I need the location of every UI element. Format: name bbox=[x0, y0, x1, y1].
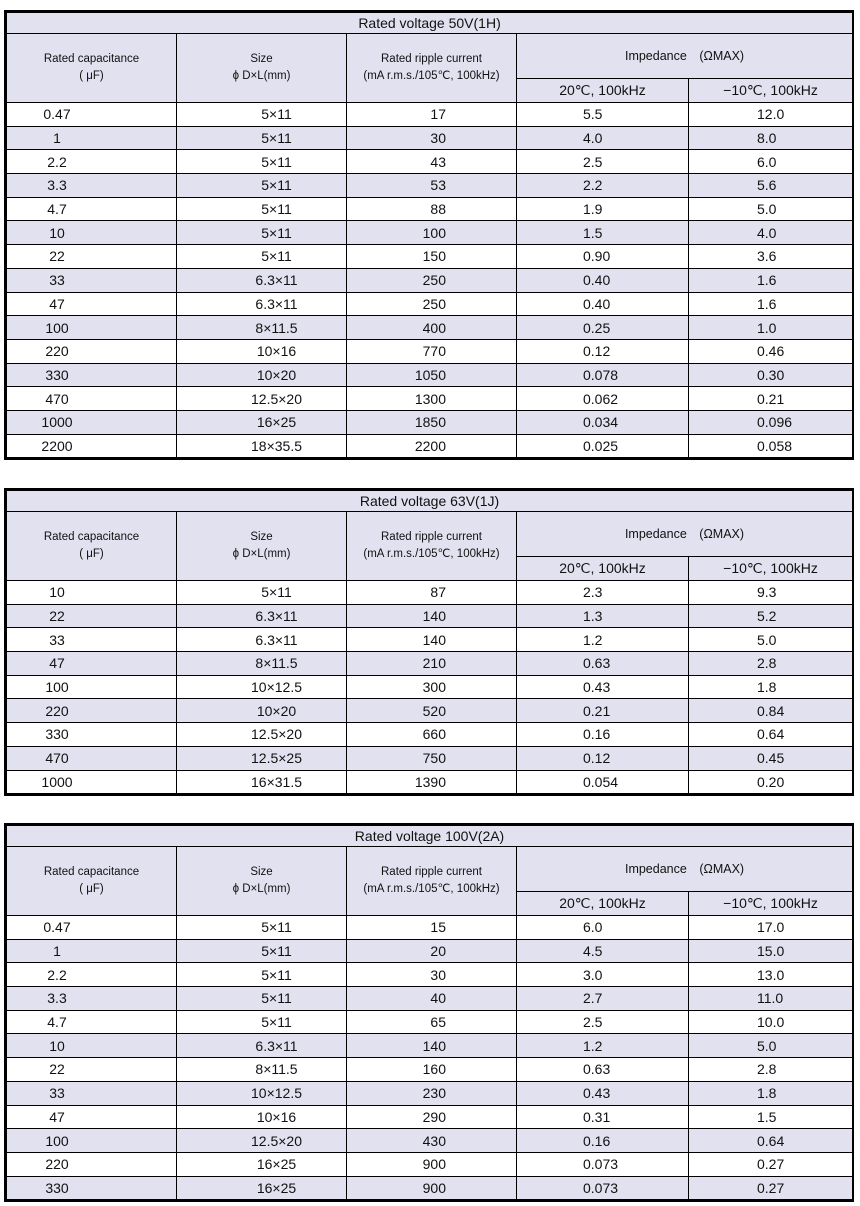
table-row bbox=[7, 939, 853, 963]
header-impedance: Impedance (ΩMAX) bbox=[517, 847, 853, 892]
cell-capacitance: 0.47 bbox=[7, 916, 177, 940]
table-row bbox=[7, 103, 853, 127]
table-title: Rated voltage 50V(1H) bbox=[7, 13, 853, 34]
cell-capacitance: 10 bbox=[7, 581, 177, 605]
header-imp-20c: 20℃, 100kHz bbox=[517, 892, 689, 916]
cell-capacitance: 33 bbox=[7, 628, 177, 652]
table-row bbox=[7, 1176, 853, 1200]
cell-ripple: 400 bbox=[347, 316, 517, 340]
table-title: Rated voltage 63V(1J) bbox=[7, 491, 853, 512]
cell-capacitance: 220 bbox=[7, 339, 177, 363]
cell-imp-minus10c: 1.6 bbox=[689, 292, 853, 316]
cell-ripple: 210 bbox=[347, 652, 517, 676]
cell-imp-minus10c: 0.27 bbox=[689, 1152, 853, 1176]
cell-imp-minus10c: 1.6 bbox=[689, 268, 853, 292]
cell-size: 10×20 bbox=[177, 363, 347, 387]
cell-size: 5×11 bbox=[177, 939, 347, 963]
cell-capacitance: 330 bbox=[7, 1176, 177, 1200]
header-imp-20c: 20℃, 100kHz bbox=[517, 557, 689, 581]
cell-capacitance: 22 bbox=[7, 604, 177, 628]
table-row bbox=[7, 363, 853, 387]
cell-imp-20c: 0.16 bbox=[517, 723, 689, 747]
cell-imp-20c: 0.073 bbox=[517, 1176, 689, 1200]
cell-size: 8×11.5 bbox=[177, 1058, 347, 1082]
cell-imp-minus10c: 0.30 bbox=[689, 363, 853, 387]
cell-size: 12.5×20 bbox=[177, 1129, 347, 1153]
cell-ripple: 750 bbox=[347, 746, 517, 770]
table-50v bbox=[4, 10, 854, 460]
cell-imp-20c: 0.63 bbox=[517, 1058, 689, 1082]
cell-ripple: 15 bbox=[347, 916, 517, 940]
cell-imp-20c: 0.63 bbox=[517, 652, 689, 676]
cell-ripple: 250 bbox=[347, 268, 517, 292]
cell-imp-20c: 0.40 bbox=[517, 268, 689, 292]
cell-imp-minus10c: 6.0 bbox=[689, 150, 853, 174]
table-row bbox=[7, 987, 853, 1011]
table-row bbox=[7, 1105, 853, 1129]
table-row bbox=[7, 581, 853, 605]
table-row bbox=[7, 770, 853, 794]
cell-size: 5×11 bbox=[177, 245, 347, 269]
table-row bbox=[7, 1010, 853, 1034]
cell-capacitance: 47 bbox=[7, 652, 177, 676]
table-row bbox=[7, 221, 853, 245]
cell-ripple: 230 bbox=[347, 1081, 517, 1105]
cell-ripple: 300 bbox=[347, 675, 517, 699]
cell-imp-minus10c: 0.096 bbox=[689, 410, 853, 434]
table-row bbox=[7, 197, 853, 221]
cell-size: 12.5×20 bbox=[177, 723, 347, 747]
cell-imp-20c: 1.3 bbox=[517, 604, 689, 628]
cell-imp-20c: 0.16 bbox=[517, 1129, 689, 1153]
cell-imp-20c: 0.43 bbox=[517, 1081, 689, 1105]
cell-capacitance: 4.7 bbox=[7, 1010, 177, 1034]
cell-size: 5×11 bbox=[177, 150, 347, 174]
cell-imp-20c: 2.2 bbox=[517, 174, 689, 198]
cell-size: 12.5×20 bbox=[177, 387, 347, 411]
cell-ripple: 100 bbox=[347, 221, 517, 245]
table-row bbox=[7, 126, 853, 150]
cell-ripple: 1850 bbox=[347, 410, 517, 434]
cell-size: 5×11 bbox=[177, 581, 347, 605]
cell-capacitance: 10 bbox=[7, 1034, 177, 1058]
cell-capacitance: 100 bbox=[7, 1129, 177, 1153]
cell-imp-20c: 3.0 bbox=[517, 963, 689, 987]
cell-capacitance: 4.7 bbox=[7, 197, 177, 221]
cell-size: 5×11 bbox=[177, 916, 347, 940]
cell-imp-20c: 0.40 bbox=[517, 292, 689, 316]
cell-imp-20c: 2.5 bbox=[517, 150, 689, 174]
cell-capacitance: 330 bbox=[7, 363, 177, 387]
cell-size: 6.3×11 bbox=[177, 628, 347, 652]
cell-imp-20c: 0.43 bbox=[517, 675, 689, 699]
header-size: Size ϕ D×L(mm) bbox=[177, 512, 347, 581]
cell-ripple: 770 bbox=[347, 339, 517, 363]
cell-ripple: 30 bbox=[347, 126, 517, 150]
cell-ripple: 53 bbox=[347, 174, 517, 198]
cell-capacitance: 220 bbox=[7, 699, 177, 723]
header-capacitance: Rated capacitance ( μF) bbox=[7, 847, 177, 916]
cell-capacitance: 2200 bbox=[7, 434, 177, 458]
cell-imp-minus10c: 5.6 bbox=[689, 174, 853, 198]
header-imp-minus10c: −10℃, 100kHz bbox=[689, 892, 853, 916]
table-row bbox=[7, 1152, 853, 1176]
cell-ripple: 65 bbox=[347, 1010, 517, 1034]
cell-imp-minus10c: 5.0 bbox=[689, 197, 853, 221]
cell-imp-20c: 1.2 bbox=[517, 1034, 689, 1058]
cell-ripple: 900 bbox=[347, 1152, 517, 1176]
cell-size: 5×11 bbox=[177, 1010, 347, 1034]
cell-size: 10×16 bbox=[177, 339, 347, 363]
cell-ripple: 1050 bbox=[347, 363, 517, 387]
table-row bbox=[7, 292, 853, 316]
cell-ripple: 1390 bbox=[347, 770, 517, 794]
cell-imp-20c: 2.7 bbox=[517, 987, 689, 1011]
cell-size: 16×25 bbox=[177, 1152, 347, 1176]
cell-capacitance: 330 bbox=[7, 723, 177, 747]
cell-capacitance: 2.2 bbox=[7, 150, 177, 174]
cell-imp-minus10c: 5.0 bbox=[689, 1034, 853, 1058]
cell-imp-minus10c: 1.8 bbox=[689, 675, 853, 699]
cell-capacitance: 10 bbox=[7, 221, 177, 245]
cell-capacitance: 470 bbox=[7, 746, 177, 770]
cell-ripple: 87 bbox=[347, 581, 517, 605]
cell-imp-minus10c: 12.0 bbox=[689, 103, 853, 127]
header-size: Size ϕ D×L(mm) bbox=[177, 34, 347, 103]
cell-capacitance: 470 bbox=[7, 387, 177, 411]
cell-size: 18×35.5 bbox=[177, 434, 347, 458]
cell-ripple: 17 bbox=[347, 103, 517, 127]
cell-capacitance: 22 bbox=[7, 1058, 177, 1082]
table-row bbox=[7, 723, 853, 747]
cell-ripple: 140 bbox=[347, 1034, 517, 1058]
cell-ripple: 160 bbox=[347, 1058, 517, 1082]
cell-imp-minus10c: 0.21 bbox=[689, 387, 853, 411]
table-row bbox=[7, 963, 853, 987]
cell-size: 5×11 bbox=[177, 197, 347, 221]
cell-capacitance: 1 bbox=[7, 939, 177, 963]
cell-ripple: 40 bbox=[347, 987, 517, 1011]
cell-size: 8×11.5 bbox=[177, 316, 347, 340]
header-impedance: Impedance (ΩMAX) bbox=[517, 34, 853, 79]
header-impedance: Impedance (ΩMAX) bbox=[517, 512, 853, 557]
cell-imp-20c: 0.90 bbox=[517, 245, 689, 269]
cell-imp-20c: 4.5 bbox=[517, 939, 689, 963]
table-row bbox=[7, 174, 853, 198]
table-row bbox=[7, 268, 853, 292]
cell-imp-minus10c: 0.46 bbox=[689, 339, 853, 363]
header-capacitance: Rated capacitance ( μF) bbox=[7, 512, 177, 581]
cell-ripple: 140 bbox=[347, 604, 517, 628]
cell-imp-minus10c: 11.0 bbox=[689, 987, 853, 1011]
cell-size: 5×11 bbox=[177, 103, 347, 127]
cell-imp-20c: 2.5 bbox=[517, 1010, 689, 1034]
cell-capacitance: 100 bbox=[7, 316, 177, 340]
cell-capacitance: 1000 bbox=[7, 770, 177, 794]
cell-ripple: 150 bbox=[347, 245, 517, 269]
cell-imp-minus10c: 9.3 bbox=[689, 581, 853, 605]
cell-size: 10×12.5 bbox=[177, 1081, 347, 1105]
cell-imp-20c: 1.2 bbox=[517, 628, 689, 652]
cell-capacitance: 2.2 bbox=[7, 963, 177, 987]
cell-imp-minus10c: 3.6 bbox=[689, 245, 853, 269]
cell-capacitance: 1000 bbox=[7, 410, 177, 434]
table-63v bbox=[4, 488, 854, 796]
cell-ripple: 2200 bbox=[347, 434, 517, 458]
header-imp-minus10c: −10℃, 100kHz bbox=[689, 557, 853, 581]
cell-size: 16×31.5 bbox=[177, 770, 347, 794]
table-row bbox=[7, 387, 853, 411]
cell-size: 16×25 bbox=[177, 410, 347, 434]
header-ripple: Rated ripple current (mA r.m.s./105℃, 100kHz) bbox=[347, 34, 517, 103]
cell-imp-minus10c: 1.0 bbox=[689, 316, 853, 340]
cell-capacitance: 33 bbox=[7, 268, 177, 292]
table-row bbox=[7, 339, 853, 363]
cell-size: 16×25 bbox=[177, 1176, 347, 1200]
cell-imp-minus10c: 0.27 bbox=[689, 1176, 853, 1200]
cell-imp-20c: 2.3 bbox=[517, 581, 689, 605]
table-row bbox=[7, 916, 853, 940]
cell-size: 8×11.5 bbox=[177, 652, 347, 676]
cell-imp-minus10c: 0.64 bbox=[689, 723, 853, 747]
cell-capacitance: 3.3 bbox=[7, 987, 177, 1011]
cell-size: 10×16 bbox=[177, 1105, 347, 1129]
table-row bbox=[7, 245, 853, 269]
table-row bbox=[7, 1129, 853, 1153]
cell-capacitance: 47 bbox=[7, 1105, 177, 1129]
cell-capacitance: 1 bbox=[7, 126, 177, 150]
cell-ripple: 1300 bbox=[347, 387, 517, 411]
cell-imp-minus10c: 8.0 bbox=[689, 126, 853, 150]
cell-imp-minus10c: 1.8 bbox=[689, 1081, 853, 1105]
cell-imp-minus10c: 2.8 bbox=[689, 652, 853, 676]
cell-ripple: 88 bbox=[347, 197, 517, 221]
cell-size: 6.3×11 bbox=[177, 268, 347, 292]
cell-size: 5×11 bbox=[177, 174, 347, 198]
header-size: Size ϕ D×L(mm) bbox=[177, 847, 347, 916]
header-capacitance: Rated capacitance ( μF) bbox=[7, 34, 177, 103]
cell-capacitance: 100 bbox=[7, 675, 177, 699]
cell-imp-minus10c: 0.64 bbox=[689, 1129, 853, 1153]
cell-imp-minus10c: 10.0 bbox=[689, 1010, 853, 1034]
cell-imp-20c: 6.0 bbox=[517, 916, 689, 940]
cell-imp-20c: 0.062 bbox=[517, 387, 689, 411]
table-row bbox=[7, 316, 853, 340]
cell-size: 5×11 bbox=[177, 126, 347, 150]
cell-imp-minus10c: 4.0 bbox=[689, 221, 853, 245]
cell-imp-20c: 1.9 bbox=[517, 197, 689, 221]
header-ripple: Rated ripple current (mA r.m.s./105℃, 100kHz) bbox=[347, 512, 517, 581]
cell-imp-minus10c: 17.0 bbox=[689, 916, 853, 940]
cell-imp-minus10c: 13.0 bbox=[689, 963, 853, 987]
cell-imp-20c: 4.0 bbox=[517, 126, 689, 150]
cell-ripple: 250 bbox=[347, 292, 517, 316]
cell-capacitance: 22 bbox=[7, 245, 177, 269]
cell-ripple: 430 bbox=[347, 1129, 517, 1153]
cell-capacitance: 33 bbox=[7, 1081, 177, 1105]
table-row bbox=[7, 628, 853, 652]
table-row bbox=[7, 604, 853, 628]
cell-ripple: 290 bbox=[347, 1105, 517, 1129]
cell-capacitance: 0.47 bbox=[7, 103, 177, 127]
header-imp-20c: 20℃, 100kHz bbox=[517, 79, 689, 103]
cell-imp-minus10c: 0.45 bbox=[689, 746, 853, 770]
cell-ripple: 43 bbox=[347, 150, 517, 174]
cell-imp-20c: 5.5 bbox=[517, 103, 689, 127]
cell-size: 5×11 bbox=[177, 987, 347, 1011]
cell-imp-minus10c: 5.0 bbox=[689, 628, 853, 652]
cell-imp-minus10c: 15.0 bbox=[689, 939, 853, 963]
cell-imp-minus10c: 1.5 bbox=[689, 1105, 853, 1129]
cell-size: 10×12.5 bbox=[177, 675, 347, 699]
cell-imp-20c: 0.025 bbox=[517, 434, 689, 458]
cell-imp-20c: 0.078 bbox=[517, 363, 689, 387]
cell-ripple: 900 bbox=[347, 1176, 517, 1200]
cell-imp-minus10c: 0.84 bbox=[689, 699, 853, 723]
table-row bbox=[7, 699, 853, 723]
cell-ripple: 140 bbox=[347, 628, 517, 652]
cell-ripple: 20 bbox=[347, 939, 517, 963]
table-row bbox=[7, 410, 853, 434]
cell-capacitance: 47 bbox=[7, 292, 177, 316]
cell-imp-20c: 0.21 bbox=[517, 699, 689, 723]
cell-imp-minus10c: 2.8 bbox=[689, 1058, 853, 1082]
cell-ripple: 30 bbox=[347, 963, 517, 987]
table-100v bbox=[4, 823, 854, 1202]
cell-size: 6.3×11 bbox=[177, 604, 347, 628]
table-title: Rated voltage 100V(2A) bbox=[7, 826, 853, 847]
table-row bbox=[7, 652, 853, 676]
header-imp-minus10c: −10℃, 100kHz bbox=[689, 79, 853, 103]
cell-imp-minus10c: 0.058 bbox=[689, 434, 853, 458]
table-row bbox=[7, 675, 853, 699]
cell-imp-20c: 1.5 bbox=[517, 221, 689, 245]
cell-imp-20c: 0.054 bbox=[517, 770, 689, 794]
cell-capacitance: 3.3 bbox=[7, 174, 177, 198]
cell-size: 6.3×11 bbox=[177, 1034, 347, 1058]
cell-size: 5×11 bbox=[177, 963, 347, 987]
header-ripple: Rated ripple current (mA r.m.s./105℃, 100kHz) bbox=[347, 847, 517, 916]
table-row bbox=[7, 746, 853, 770]
cell-imp-20c: 0.073 bbox=[517, 1152, 689, 1176]
table-row bbox=[7, 1058, 853, 1082]
cell-imp-20c: 0.12 bbox=[517, 746, 689, 770]
cell-size: 12.5×25 bbox=[177, 746, 347, 770]
cell-imp-minus10c: 0.20 bbox=[689, 770, 853, 794]
table-row bbox=[7, 1081, 853, 1105]
cell-ripple: 660 bbox=[347, 723, 517, 747]
cell-imp-20c: 0.25 bbox=[517, 316, 689, 340]
table-row bbox=[7, 434, 853, 458]
cell-imp-minus10c: 5.2 bbox=[689, 604, 853, 628]
cell-size: 6.3×11 bbox=[177, 292, 347, 316]
table-row bbox=[7, 1034, 853, 1058]
cell-imp-20c: 0.034 bbox=[517, 410, 689, 434]
cell-imp-20c: 0.31 bbox=[517, 1105, 689, 1129]
cell-capacitance: 220 bbox=[7, 1152, 177, 1176]
cell-size: 5×11 bbox=[177, 221, 347, 245]
table-row bbox=[7, 150, 853, 174]
cell-imp-20c: 0.12 bbox=[517, 339, 689, 363]
cell-size: 10×20 bbox=[177, 699, 347, 723]
cell-ripple: 520 bbox=[347, 699, 517, 723]
